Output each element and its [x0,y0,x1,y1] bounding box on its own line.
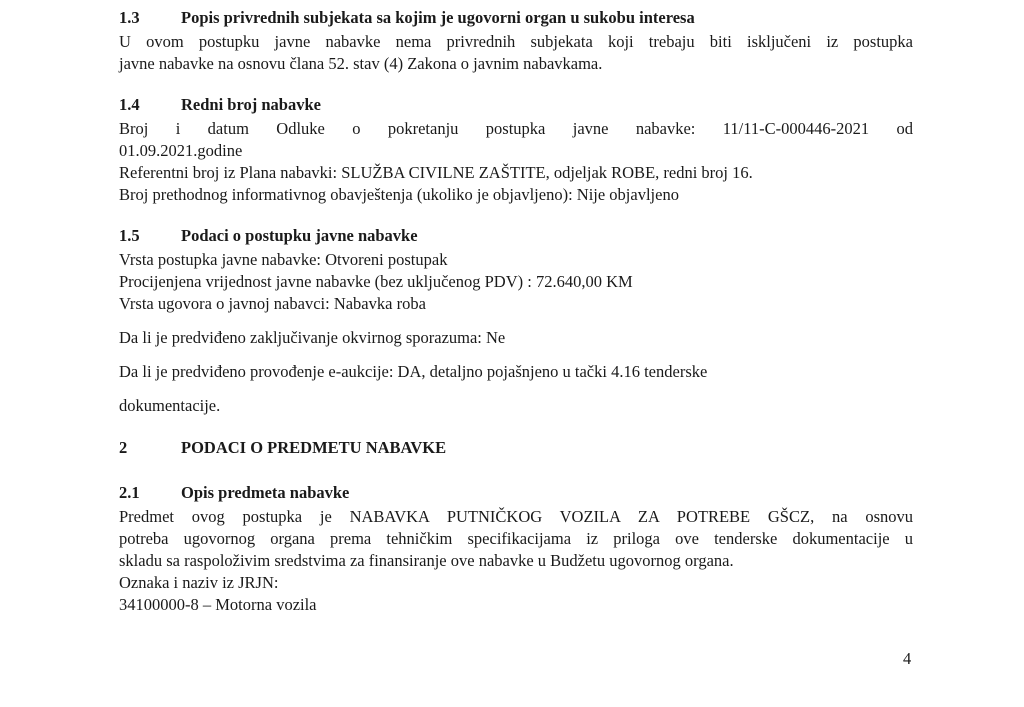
section-2-1-line-1: Predmet ovog postupka je NABAVKA PUTNIČKOG VOZILA ZA POTREBE GŠCZ, na osnovu [119,507,913,526]
section-1-4-line-4: Broj prethodnog informativnog obavještenja (ukoliko je objavljeno): Nije objavljeno [119,185,679,204]
section-1-4-heading [119,94,321,116]
section-1-5-line-2: Procijenjena vrijednost javne nabavke (bez uključenog PDV) : 72.640,00 KM [119,272,633,291]
section-1-4-number: 1.4 [119,95,140,114]
section-1-4-line-3: Referentni broj iz Plana nabavki: SLUŽBA CIVILNE ZAŠTITE, odjeljak ROBE, redni broj 16. [119,163,753,182]
section-1-5-heading [119,225,418,247]
section-2-1-line-5: 34100000-8 – Motorna vozila [119,595,317,614]
section-1-5-line-6: dokumentacije. [119,396,221,415]
section-1-5-line-5: Da li je predviđeno provođenje e-aukcije: DA, detaljno pojašnjeno u tački 4.16 tenderske [119,362,708,381]
section-1-3-line-1: U ovom postupku javne nabavke nema privrednih subjekata koji trebaju biti isključeni iz postupka [119,32,913,51]
section-1-5-title: Podaci o postupku javne nabavke [181,226,418,245]
section-2-1-line-2: potreba ugovornog organa prema tehničkim specifikacijama iz priloga ove tenderske dokumentacije u [119,529,913,548]
section-2-1-heading [119,482,349,504]
section-2-1-number: 2.1 [119,483,140,502]
section-2-1-line-3: skladu sa raspoloživim sredstvima za finansiranje ove nabavke u Budžetu ugovornog organa. [119,551,734,570]
section-1-3-line-2: javne nabavke na osnovu člana 52. stav (4) Zakona o javnim nabavkama. [119,54,603,73]
section-1-5-number: 1.5 [119,226,140,245]
section-1-5-line-1: Vrsta postupka javne nabavke: Otvoreni postupak [119,250,448,269]
page-number: 4 [903,649,912,668]
section-1-3-title: Popis privrednih subjekata sa kojim je ugovorni organ u sukobu interesa [181,8,695,27]
section-2-1-title: Opis predmeta nabavke [181,483,350,502]
section-1-3-number: 1.3 [119,8,140,27]
section-1-5-line-3: Vrsta ugovora o javnoj nabavci: Nabavka roba [119,294,426,313]
section-2-title: PODACI O PREDMETU NABAVKE [181,438,447,457]
section-1-4-title: Redni broj nabavke [181,95,321,114]
section-2-number: 2 [119,438,128,457]
section-1-5-line-4: Da li je predviđeno zaključivanje okvirnog sporazuma: Ne [119,328,506,347]
section-1-4-line-1: Broj i datum Odluke o pokretanju postupka javne nabavke: 11/11-C-000446-2021 od [119,119,913,138]
section-2-heading [119,437,446,459]
section-2-1-line-4: Oznaka i naziv iz JRJN: [119,573,279,592]
section-1-4-line-2: 01.09.2021.godine [119,141,243,160]
section-1-3-heading [119,7,695,29]
